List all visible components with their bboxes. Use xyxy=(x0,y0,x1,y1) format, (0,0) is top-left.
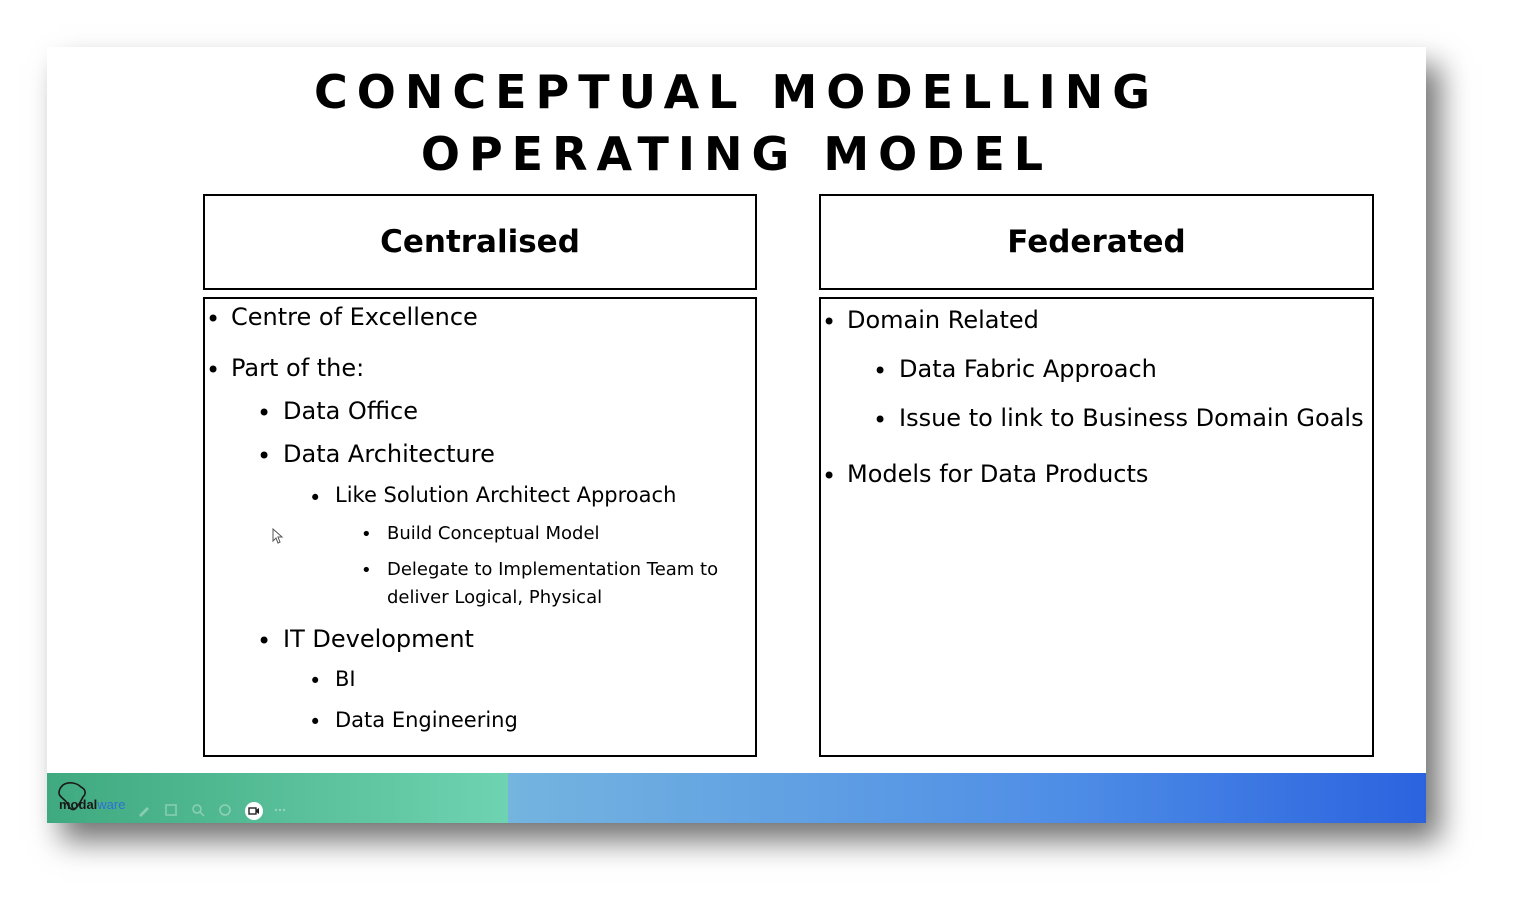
bullet-dot: • xyxy=(361,524,372,545)
list-item: Data Engineering xyxy=(335,708,518,732)
circle-icon[interactable] xyxy=(218,803,232,817)
pen-icon[interactable] xyxy=(137,803,151,817)
bullet-dot: • xyxy=(257,627,272,655)
centralised-header-label: Centralised xyxy=(380,224,580,260)
list-item: Build Conceptual Model xyxy=(387,523,600,544)
list-item: Centre of Excellence xyxy=(231,303,478,331)
list-item: Delegate to Implementation Team to xyxy=(387,559,719,580)
bullet-dot: • xyxy=(257,399,272,427)
title-line-2: OPERATING MODEL xyxy=(420,127,1053,181)
brand-logo-dark: modal xyxy=(59,797,98,812)
bullet-dot: • xyxy=(309,710,322,734)
list-item: Data Fabric Approach xyxy=(899,355,1157,383)
title-line-1: CONCEPTUAL MODELLING xyxy=(314,65,1159,119)
list-item-continued: deliver Logical, Physical xyxy=(387,587,603,608)
list-item: Domain Related xyxy=(847,306,1039,334)
bullet-dot: • xyxy=(257,442,272,470)
brand-logo-text xyxy=(59,797,125,812)
note-icon[interactable] xyxy=(164,803,178,817)
list-item: Data Office xyxy=(283,397,418,425)
bullet-dot: • xyxy=(309,486,322,510)
list-item: Part of the: xyxy=(231,354,365,382)
bullet-dot: • xyxy=(822,308,837,336)
bullet-dot: • xyxy=(361,560,372,581)
toolbar-right-section xyxy=(508,773,1426,823)
camera-icon[interactable] xyxy=(245,802,263,820)
presentation-slide xyxy=(47,47,1426,823)
presentation-toolbar xyxy=(47,773,1426,823)
bullet-dot: • xyxy=(873,357,888,385)
brand-logo-light: ware xyxy=(97,797,126,812)
federated-header xyxy=(819,194,1374,290)
centralised-content xyxy=(203,297,757,757)
list-item: IT Development xyxy=(283,625,474,653)
list-item: BI xyxy=(335,667,356,691)
bullet-dot: • xyxy=(309,669,322,693)
bullet-dot: • xyxy=(206,305,221,333)
list-item: Issue to link to Business Domain Goals xyxy=(899,404,1364,432)
federated-header-label: Federated xyxy=(1007,224,1186,260)
bullet-dot: • xyxy=(873,406,888,434)
search-icon[interactable] xyxy=(191,803,205,817)
list-item: Data Architecture xyxy=(283,440,495,468)
slide-title xyxy=(47,61,1426,185)
bullet-dot: • xyxy=(206,356,221,384)
list-item: Like Solution Architect Approach xyxy=(335,483,677,507)
more-icon[interactable] xyxy=(273,803,287,817)
centralised-header xyxy=(203,194,757,290)
bullet-dot: • xyxy=(822,462,837,490)
mouse-cursor-icon xyxy=(272,528,284,544)
list-item: Models for Data Products xyxy=(847,460,1149,488)
federated-content xyxy=(819,297,1374,757)
